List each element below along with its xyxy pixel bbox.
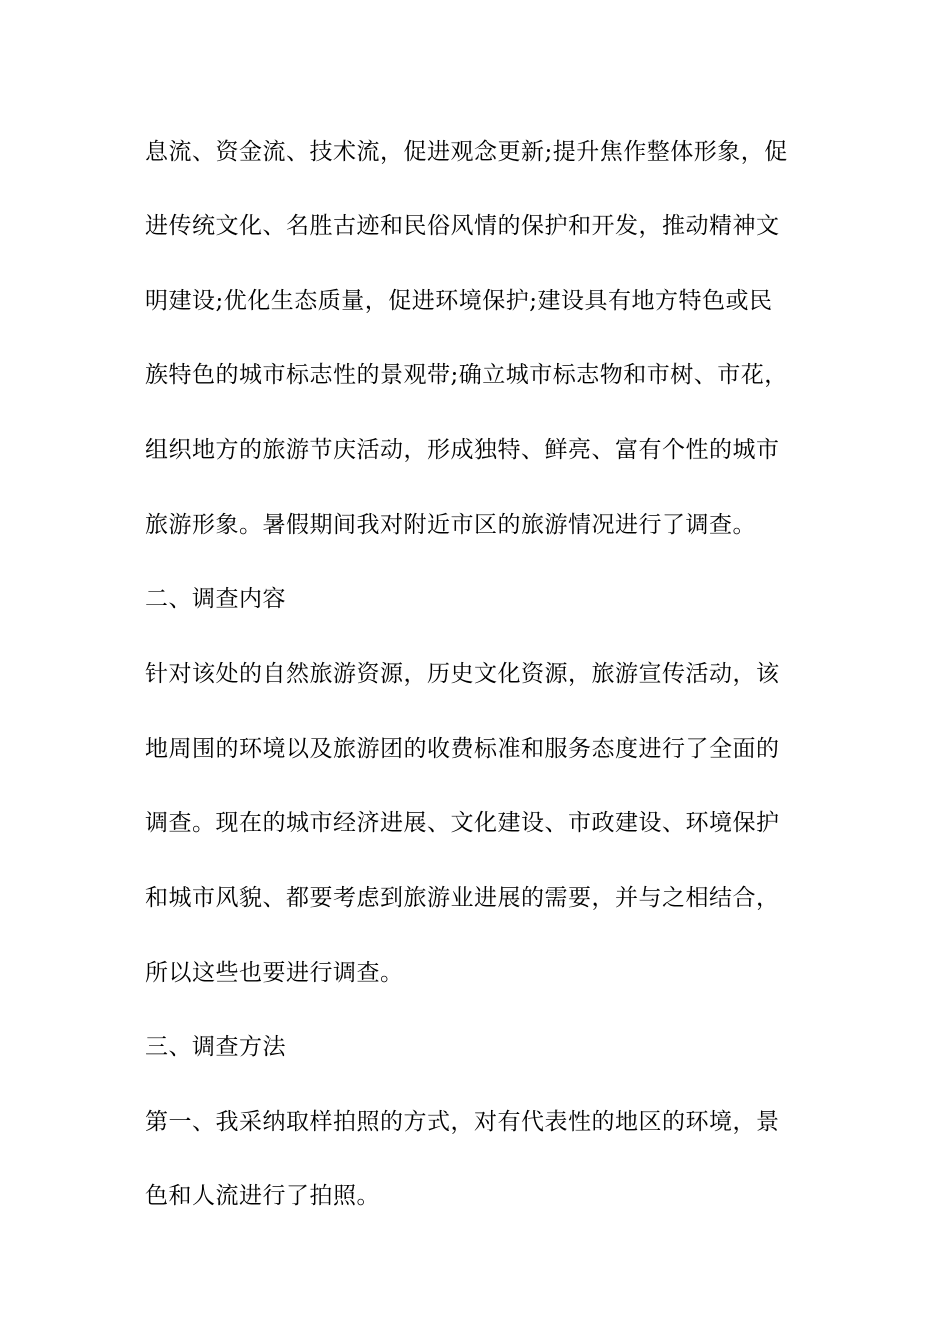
paragraph-line: 针对该处的自然旅游资源，历史文化资源，旅游宣传活动，该 — [145, 661, 780, 687]
section-heading: 二、调查内容 — [145, 586, 286, 612]
paragraph-line: 进传统文化、名胜古迹和民俗风情的保护和开发，推动精神文 — [145, 213, 780, 239]
paragraph-line: 地周围的环境以及旅游团的收费标准和服务态度进行了全面的 — [145, 736, 780, 762]
paragraph-line: 旅游形象。暑假期间我对附近市区的旅游情况进行了调查。 — [145, 512, 756, 538]
paragraph-line: 调查。现在的城市经济进展、文化建设、市政建设、环境保护 — [145, 810, 780, 836]
paragraph-line: 组织地方的旅游节庆活动，形成独特、鲜亮、富有个性的城市 — [145, 437, 780, 463]
paragraph-line: 明建设;优化生态质量，促进环境保护;建设具有地方特色或民 — [145, 288, 773, 314]
paragraph-line: 息流、资金流、技术流，促进观念更新;提升焦作整体形象，促 — [145, 139, 788, 165]
paragraph-line: 第一、我采纳取样拍照的方式，对有代表性的地区的环境，景 — [145, 1109, 780, 1135]
paragraph-line: 族特色的城市标志性的景观带;确立城市标志物和市树、市花， — [145, 362, 788, 388]
paragraph-line: 所以这些也要进行调查。 — [145, 960, 404, 986]
paragraph-line: 色和人流进行了拍照。 — [145, 1183, 380, 1209]
section-heading: 三、调查方法 — [145, 1034, 286, 1060]
paragraph-line: 和城市风貌、都要考虑到旅游业进展的需要，并与之相结合， — [145, 885, 780, 911]
